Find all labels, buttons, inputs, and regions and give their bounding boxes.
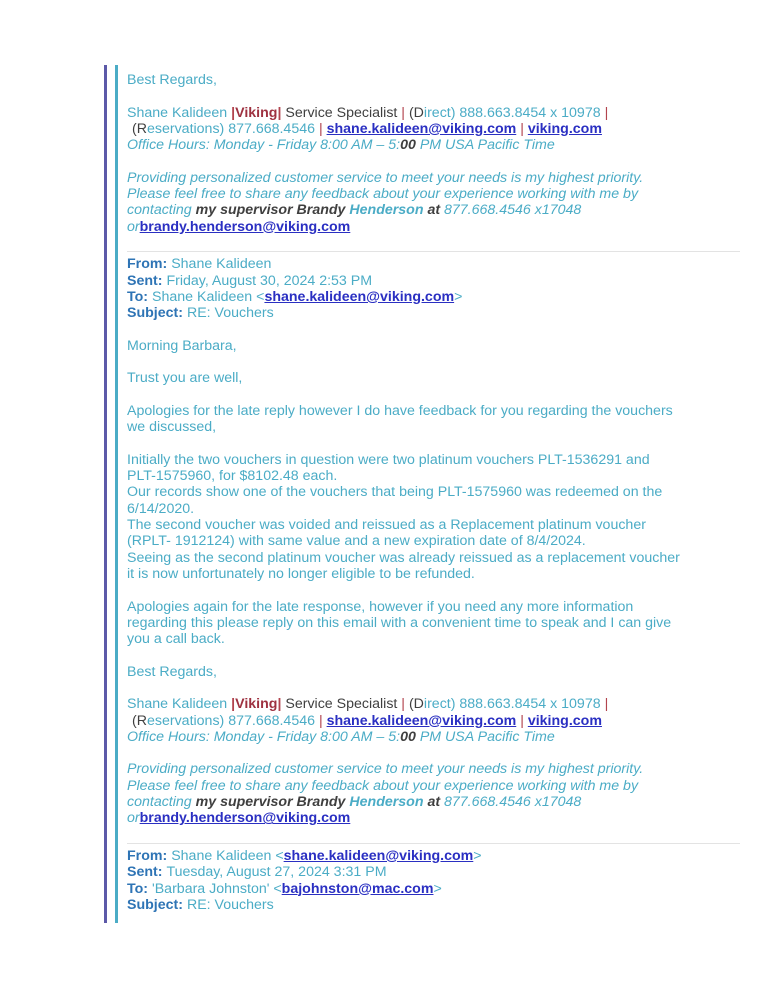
message-divider [127, 251, 740, 252]
disclaimer-supervisor: my supervisor Brandy [195, 794, 350, 811]
signature-email-link[interactable]: shane.kalideen@viking.com [326, 120, 517, 137]
disclaimer-block [127, 761, 740, 826]
pipe-separator: | [401, 104, 409, 121]
disclaimer-line-3 [127, 794, 740, 810]
pipe-separator: | [604, 696, 609, 713]
body-greeting: Morning Barbara, [127, 337, 237, 354]
disclaimer-at: at [427, 794, 444, 811]
brand-name: Viking [235, 104, 278, 121]
disclaimer-contacting: contacting [127, 794, 196, 811]
message-header-2 [127, 848, 740, 913]
body-text-line: The second voucher was voided and reissued as a Replacement platinum voucher [127, 517, 646, 534]
sent-label: Sent: [127, 864, 163, 881]
signature-line-1 [127, 105, 740, 121]
to-email-link[interactable]: shane.kalideen@viking.com [264, 288, 455, 305]
signature-line-2 [127, 121, 740, 137]
signature-line-2 [127, 713, 740, 729]
signature-website-link[interactable]: viking.com [527, 120, 602, 137]
disclaimer-line-3 [127, 202, 740, 218]
disclaimer-or: or [127, 218, 140, 235]
from-value-close: > [473, 847, 482, 864]
disclaimer-surname: Henderson [349, 794, 428, 811]
supervisor-email-link[interactable]: brandy.henderson@viking.com [139, 218, 351, 235]
disclaimer-at: at [427, 202, 444, 219]
from-label: From: [127, 256, 168, 273]
body-text-line: it is now unfortunately no longer eligible to be refunded. [127, 565, 475, 582]
brand-pipe-open: | [231, 696, 236, 713]
brand-name: Viking [235, 696, 278, 713]
brand-pipe-close: | [277, 104, 282, 121]
header-to-row [127, 881, 740, 897]
header-from-row [127, 848, 740, 864]
body-text-line: PLT-1575960, for $8102.48 each. [127, 468, 338, 485]
pipe-separator: | [516, 120, 528, 137]
office-hours-start: Office Hours: Monday - Friday 8:00 AM – 5: [127, 728, 401, 745]
to-value: Shane Kalideen < [152, 288, 265, 305]
brand-pipe-open: | [231, 104, 236, 121]
from-label: From: [127, 847, 168, 864]
from-value: Shane Kalideen [171, 256, 272, 273]
body-paragraph-3 [127, 599, 740, 648]
office-hours-minutes: 00 [400, 728, 416, 745]
disclaimer-block [127, 170, 740, 235]
header-from-row [127, 256, 740, 272]
closing-line: Best Regards, [127, 663, 217, 680]
from-email-link[interactable]: shane.kalideen@viking.com [283, 847, 474, 864]
disclaimer-line-4 [127, 219, 740, 235]
signature-block [127, 696, 740, 745]
direct-label-start: (D [408, 696, 424, 713]
to-email-link[interactable]: bajohnston@mac.com [281, 880, 434, 897]
header-subject-row [127, 305, 740, 321]
body-wellwish: Trust you are well, [127, 370, 243, 387]
disclaimer-line-2: Please feel free to share any feedback about your experience working with me by [127, 186, 639, 203]
signature-name: Shane Kalideen [127, 104, 232, 121]
office-hours-start: Office Hours: Monday - Friday 8:00 AM – 5: [127, 137, 401, 154]
reservations-label-start: (R [132, 712, 147, 729]
message-header-1 [127, 256, 740, 321]
body-text-line: (RPLT- 1912124) with same value and a new expiration date of 8/4/2024. [127, 533, 586, 550]
body-text-line: Our records show one of the vouchers that being PLT-1575960 was redeemed on the [127, 484, 663, 501]
to-label: To: [127, 288, 149, 305]
signature-line-1 [127, 696, 740, 712]
office-hours-minutes: 00 [400, 137, 416, 154]
reservations-label-start: (R [132, 120, 147, 137]
disclaimer-line-4 [127, 810, 740, 826]
signature-role: Service Specialist [281, 696, 402, 713]
body-paragraph-1 [127, 403, 740, 436]
signature-email-link[interactable]: shane.kalideen@viking.com [326, 712, 517, 729]
body-text-line: 6/14/2020. [127, 500, 195, 517]
body-text-line: Apologies again for the late response, however if you need any more information [127, 598, 634, 615]
disclaimer-surname: Henderson [349, 202, 428, 219]
signature-website-link[interactable]: viking.com [527, 712, 602, 729]
office-hours-end: PM USA Pacific Time [415, 137, 555, 154]
quote-bar-inner [115, 65, 740, 923]
signature-office-hours [127, 729, 740, 745]
supervisor-email-link[interactable]: brandy.henderson@viking.com [139, 810, 351, 827]
disclaimer-supervisor: my supervisor Brandy [195, 202, 350, 219]
header-to-row [127, 289, 740, 305]
office-hours-end: PM USA Pacific Time [415, 728, 555, 745]
signature-block [127, 105, 740, 154]
subject-label: Subject: [127, 305, 183, 322]
disclaimer-phone: 877.668.4546 x17048 [444, 794, 582, 811]
pipe-separator: | [604, 104, 609, 121]
subject-value: RE: Vouchers [186, 305, 274, 322]
disclaimer-or: or [127, 810, 140, 827]
body-text-line: Apologies for the late reply however I do have feedback for you regarding the vouchers [127, 402, 673, 419]
reservations-phone: eservations) 877.668.4546 [146, 712, 319, 729]
to-value-close: > [433, 880, 442, 897]
signature-office-hours [127, 137, 740, 153]
header-subject-row [127, 897, 740, 913]
disclaimer-phone: 877.668.4546 x17048 [444, 202, 582, 219]
body-text-line: we discussed, [127, 419, 217, 436]
pipe-separator: | [401, 696, 409, 713]
body-text-line: regarding this please reply on this email with a convenient time to speak and I can give [127, 614, 672, 631]
body-text-line: Initially the two vouchers in question were two platinum vouchers PLT-1536291 and [127, 451, 650, 468]
disclaimer-line-1: Providing personalized customer service to meet your needs is my highest priority. [127, 169, 644, 186]
body-text-line: Seeing as the second platinum voucher was already reissued as a replacement voucher [127, 549, 680, 566]
to-value-close: > [454, 288, 463, 305]
subject-value: RE: Vouchers [186, 896, 274, 913]
header-sent-row [127, 273, 740, 289]
to-value: 'Barbara Johnston' < [152, 880, 282, 897]
pipe-separator: | [516, 712, 528, 729]
body-text-line: you a call back. [127, 631, 225, 648]
closing-line-top: Best Regards, [127, 72, 217, 88]
pipe-separator: | [318, 712, 327, 729]
signature-role: Service Specialist [281, 104, 402, 121]
from-value: Shane Kalideen < [171, 847, 284, 864]
brand-pipe-close: | [277, 696, 282, 713]
subject-label: Subject: [127, 896, 183, 913]
sent-value: Friday, August 30, 2024 2:53 PM [166, 272, 373, 289]
message-divider [127, 843, 740, 844]
direct-phone: irect) 888.663.8454 x 10978 [423, 104, 605, 121]
sent-value: Tuesday, August 27, 2024 3:31 PM [166, 864, 387, 881]
disclaimer-contacting: contacting [127, 202, 196, 219]
pipe-separator: | [318, 120, 327, 137]
direct-phone: irect) 888.663.8454 x 10978 [423, 696, 605, 713]
direct-label-start: (D [408, 104, 424, 121]
sent-label: Sent: [127, 272, 163, 289]
signature-name: Shane Kalideen [127, 696, 232, 713]
quote-bar-outer [104, 65, 740, 923]
to-label: To: [127, 880, 149, 897]
header-sent-row [127, 864, 740, 880]
body-paragraph-2 [127, 452, 740, 582]
reservations-phone: eservations) 877.668.4546 [146, 120, 319, 137]
disclaimer-line-2: Please feel free to share any feedback about your experience working with me by [127, 777, 639, 794]
disclaimer-line-1: Providing personalized customer service to meet your needs is my highest priority. [127, 761, 644, 778]
